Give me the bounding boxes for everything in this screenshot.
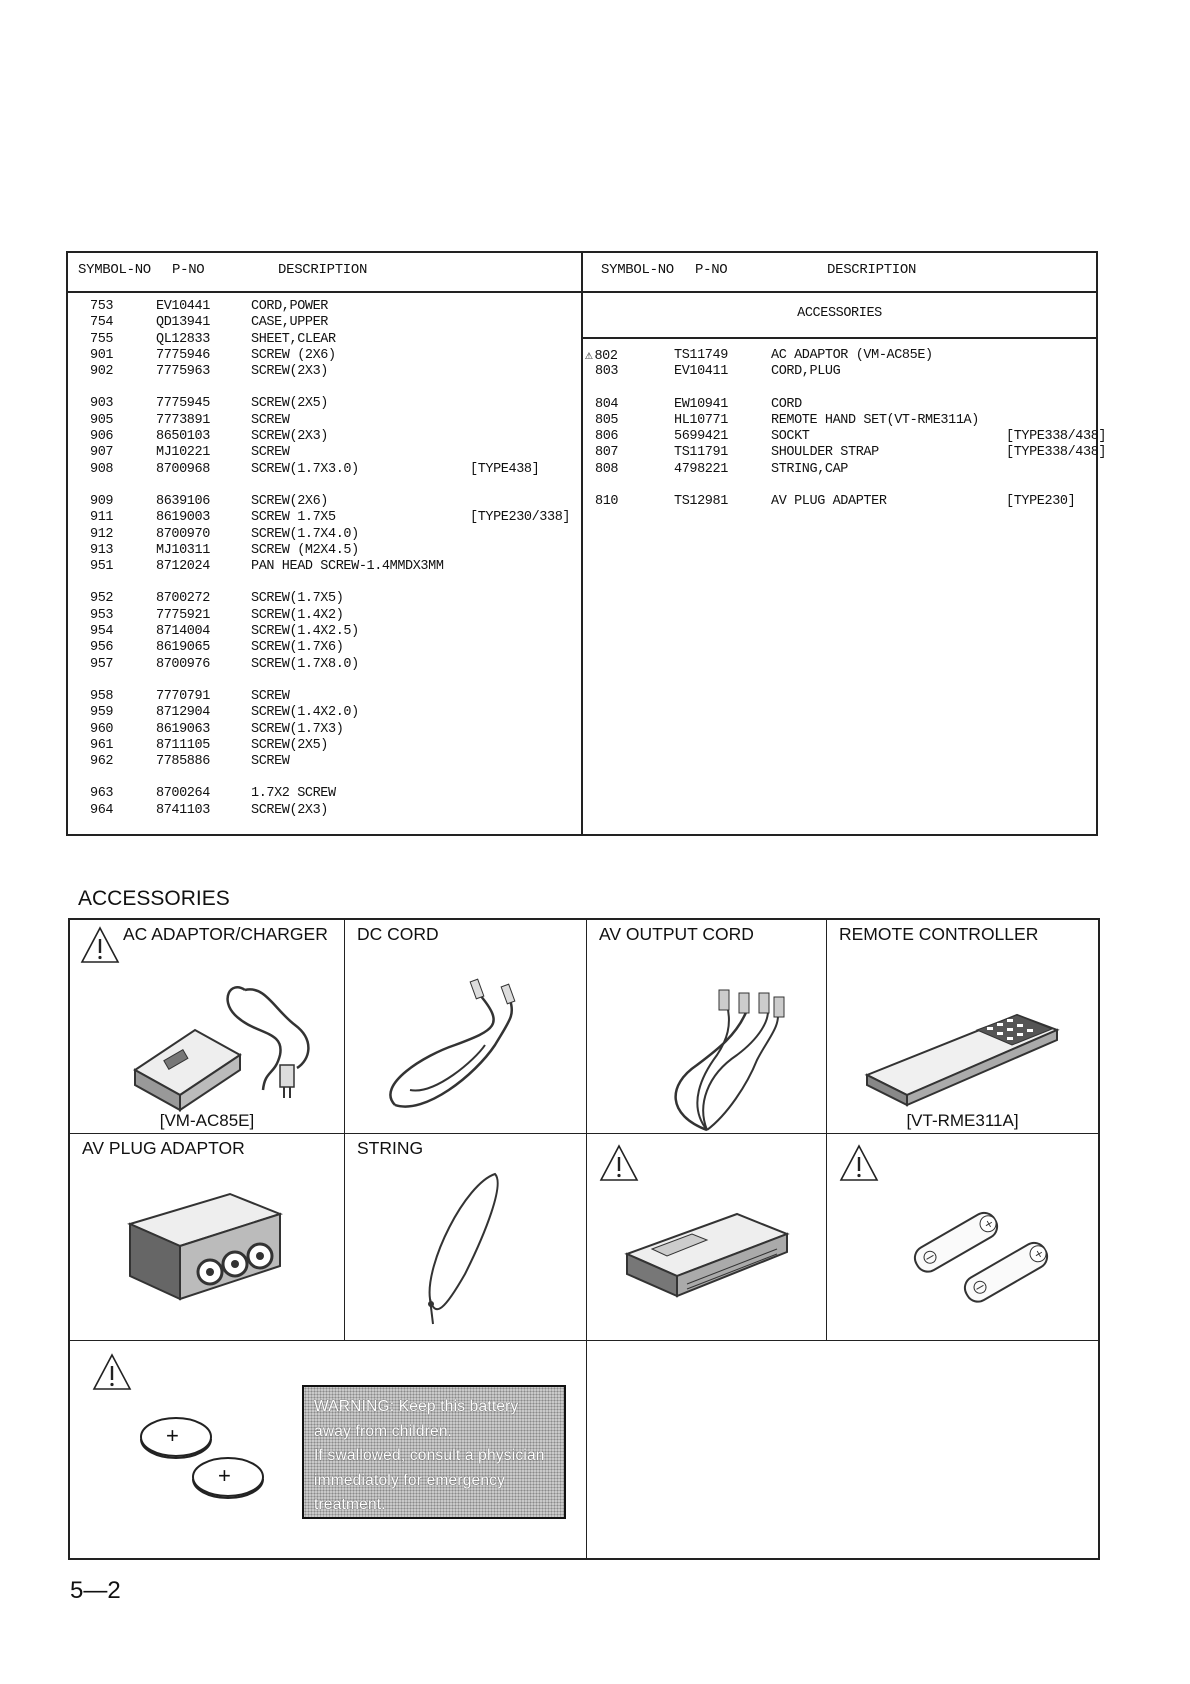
symbol-no-cell: 909: [90, 493, 114, 509]
av-output-cord-label: AV OUTPUT CORD: [599, 924, 754, 944]
symbol-no-cell: 951: [90, 559, 114, 575]
symbol-no-cell: 962: [90, 754, 114, 770]
parts-row: [583, 348, 1096, 364]
svg-text:+: +: [1031, 1245, 1047, 1262]
part-no-cell: EV10441: [156, 299, 210, 314]
part-no-cell: 4798221: [674, 461, 728, 477]
parts-row: [68, 543, 581, 559]
symbol-no-cell: 755: [90, 331, 114, 347]
symbol-no-cell: 808: [595, 461, 619, 477]
svg-text:+: +: [981, 1215, 997, 1232]
warning-triangle-icon: [599, 1144, 639, 1182]
description-cell: SCREW(1.4X2.0): [251, 705, 359, 721]
parts-row: [583, 462, 1096, 478]
ac-adaptor-illustration: [125, 970, 325, 1120]
part-no-cell: 8619065: [156, 640, 210, 656]
part-no-cell: TS12981: [674, 494, 728, 510]
parts-row: [583, 445, 1107, 461]
description-cell: CORD: [771, 396, 802, 412]
description-cell: SCREW(2X3): [251, 802, 329, 818]
part-no-cell: MJ10311: [156, 542, 210, 558]
part-no-cell: 8700970: [156, 526, 210, 542]
parts-row: [68, 462, 581, 478]
description-cell: SCREW(1.7X8.0): [251, 656, 359, 672]
description-cell: SCREW(1.7X5): [251, 591, 344, 607]
part-no-cell: 8714004: [156, 624, 210, 640]
description-cell: SHOULDER STRAP: [771, 445, 879, 461]
remote-controller-illustration: [857, 985, 1087, 1105]
parts-row: [68, 640, 581, 656]
cell-av-output-cord: [587, 920, 826, 1133]
symbol-no-cell: 911: [90, 510, 114, 526]
description-cell: SOCKT: [771, 429, 810, 445]
parts-row: [68, 786, 581, 802]
parts-row: [68, 754, 581, 770]
symbol-no-cell: 906: [90, 429, 114, 445]
dc-cord-illustration: [365, 965, 565, 1125]
part-no-cell: HL10771: [674, 412, 728, 428]
parts-row: [68, 591, 581, 607]
cell-dc-cord: [345, 920, 586, 1133]
description-cell: SCREW: [251, 754, 290, 770]
part-no-cell: EV10411: [674, 364, 728, 380]
symbol-no-cell: 954: [90, 624, 114, 640]
part-no-cell: 8619063: [156, 721, 210, 737]
part-no-cell: QL12833: [156, 331, 210, 347]
parts-row: [68, 510, 581, 526]
description-cell: SCREW 1.7X5: [251, 510, 336, 526]
symbol-no-cell: [585, 348, 618, 365]
part-no-cell: QD13941: [156, 315, 210, 331]
cell-battery-pack: [587, 1134, 826, 1340]
part-no-cell: 7775946: [156, 347, 210, 363]
cell-aa-batteries: [827, 1134, 1098, 1340]
description-cell: AV PLUG ADAPTER: [771, 494, 887, 510]
symbol-no-cell: 957: [90, 656, 114, 672]
symbol-no-cell: 810: [595, 494, 619, 510]
parts-row: [583, 429, 1107, 445]
description-cell: SCREW: [251, 688, 290, 704]
part-no-cell: 8741103: [156, 802, 210, 818]
description-cell: SCREW(2X5): [251, 737, 329, 753]
parts-row: [68, 624, 581, 640]
description-cell: CORD,POWER: [251, 299, 329, 314]
accessories-title: ACCESSORIES: [78, 887, 230, 910]
av-output-cord-illustration: [607, 965, 807, 1135]
warning-triangle-icon: [80, 926, 120, 964]
part-no-cell: 8619003: [156, 510, 210, 526]
part-no-cell: 7775963: [156, 364, 210, 380]
parts-row: [68, 608, 581, 624]
part-no-cell: 8700272: [156, 591, 210, 607]
parts-row: [583, 364, 1096, 380]
symbol-no-cell: 913: [90, 542, 114, 558]
parts-row: [68, 722, 581, 738]
header-symbol-no: SYMBOL-NO: [78, 262, 151, 278]
part-no-cell: 8700968: [156, 461, 210, 477]
remote-controller-label: REMOTE CONTROLLER: [839, 924, 1039, 944]
warning-line-2: If swallowed, consult a physician immediatoly for emergency treatment.: [314, 1447, 545, 1513]
string-label: STRING: [357, 1138, 424, 1158]
symbol-no-cell: 953: [90, 607, 114, 623]
symbol-no-cell: 959: [90, 705, 114, 721]
battery-pack-illustration: [617, 1194, 817, 1314]
symbol-no-cell: 753: [90, 299, 114, 314]
description-cell: SCREW(2X3): [251, 364, 329, 380]
symbol-no-text: 802: [594, 349, 618, 364]
coin-battery-plus: +: [218, 1463, 231, 1488]
symbol-no-cell: 804: [595, 396, 619, 412]
description-cell: CASE,UPPER: [251, 315, 329, 331]
description-cell: SCREW: [251, 412, 290, 428]
string-illustration: [405, 1164, 525, 1334]
part-no-cell: 8700976: [156, 656, 210, 672]
parts-row: [68, 348, 581, 364]
header-symbol-no: SYMBOL-NO: [601, 262, 674, 278]
description-cell: PAN HEAD SCREW-1.4MMDX3MM: [251, 559, 444, 575]
description-cell: REMOTE HAND SET(VT-RME311A): [771, 412, 979, 428]
header-description: DESCRIPTION: [827, 262, 917, 278]
description-cell: SCREW(1.7X6): [251, 640, 344, 656]
description-cell: SCREW(1.4X2): [251, 607, 344, 623]
parts-rows-left: [68, 299, 581, 819]
part-no-cell: 8712024: [156, 559, 210, 575]
type-note-cell: [TYPE338/438]: [1006, 429, 1107, 445]
parts-row: [68, 559, 581, 575]
part-no-cell: 7775945: [156, 396, 210, 412]
parts-row: [583, 413, 1096, 429]
ac-adaptor-label: AC ADAPTOR/CHARGER: [123, 924, 328, 944]
parts-row: [68, 332, 581, 348]
cell-remote-controller: [827, 920, 1098, 1133]
cell-av-plug-adaptor: [70, 1134, 344, 1340]
battery-warning-box: [302, 1385, 566, 1519]
warning-line-1: WARNING: Keep this battery away from children.: [314, 1398, 519, 1440]
description-cell: SCREW (M2X4.5): [251, 542, 359, 558]
parts-row: [68, 445, 581, 461]
parts-row: [68, 657, 581, 673]
warning-triangle-icon: [92, 1353, 132, 1391]
parts-rows-right: [583, 348, 1107, 510]
part-no-cell: 8712904: [156, 705, 210, 721]
symbol-no-cell: 754: [90, 315, 114, 331]
parts-row: [68, 527, 581, 543]
parts-row: [583, 397, 1096, 413]
parts-row: [68, 705, 581, 721]
parts-column-left: [68, 253, 581, 834]
symbol-no-cell: 907: [90, 445, 114, 461]
description-cell: SCREW(1.4X2.5): [251, 624, 359, 640]
symbol-no-cell: 912: [90, 526, 114, 542]
warning-triangle-icon: [839, 1144, 879, 1182]
symbol-no-cell: 807: [595, 445, 619, 461]
accessories-subheader: ACCESSORIES: [583, 291, 1096, 339]
symbol-no-cell: 908: [90, 461, 114, 477]
symbol-no-cell: 958: [90, 688, 114, 704]
parts-row: [68, 299, 581, 315]
parts-row: [68, 429, 581, 445]
description-cell: SCREW(1.7X4.0): [251, 526, 359, 542]
cell-ac-adaptor: [70, 920, 344, 1133]
part-no-cell: 8639106: [156, 493, 210, 509]
header-p-no: P-NO: [695, 262, 728, 278]
header-description: DESCRIPTION: [278, 262, 368, 278]
part-no-cell: 8700264: [156, 786, 210, 802]
parts-row: [68, 494, 581, 510]
description-cell: 1.7X2 SCREW: [251, 786, 336, 802]
symbol-no-cell: 956: [90, 640, 114, 656]
symbol-no-cell: 963: [90, 786, 114, 802]
accessories-grid: [68, 918, 1100, 1560]
av-plug-adaptor-label: AV PLUG ADAPTOR: [82, 1138, 245, 1158]
coin-battery-plus: +: [166, 1423, 179, 1448]
part-no-cell: 7785886: [156, 754, 210, 770]
type-note-cell: [TYPE230/338]: [470, 510, 571, 526]
parts-list-table: [66, 251, 1107, 836]
part-no-cell: 5699421: [674, 429, 728, 445]
type-note-cell: [TYPE438]: [470, 461, 540, 477]
remote-controller-model: [VT-RME311A]: [906, 1111, 1019, 1130]
part-no-cell: 7773891: [156, 412, 210, 428]
parts-row: [68, 364, 581, 380]
symbol-no-cell: 952: [90, 591, 114, 607]
parts-row: [68, 738, 581, 754]
symbol-no-cell: 901: [90, 347, 114, 363]
part-no-cell: TS11749: [674, 348, 728, 363]
symbol-no-cell: 961: [90, 737, 114, 753]
parts-row: [68, 803, 581, 819]
parts-row: [583, 494, 1096, 510]
description-cell: SCREW: [251, 445, 290, 461]
part-no-cell: TS11791: [674, 445, 728, 461]
part-no-cell: 7770791: [156, 688, 210, 704]
page-number: 5—2: [70, 1577, 121, 1604]
aa-batteries-illustration: [897, 1184, 1067, 1304]
parts-row: [68, 413, 581, 429]
description-cell: SHEET,CLEAR: [251, 331, 336, 347]
description-cell: SCREW(1.7X3): [251, 721, 344, 737]
type-note-cell: [TYPE230]: [1006, 494, 1076, 510]
description-cell: SCREW (2X6): [251, 347, 336, 363]
symbol-no-cell: 806: [595, 429, 619, 445]
symbol-no-cell: 964: [90, 802, 114, 818]
header-p-no: P-NO: [172, 262, 205, 278]
symbol-no-cell: 805: [595, 412, 619, 428]
symbol-no-cell: 960: [90, 721, 114, 737]
dc-cord-label: DC CORD: [357, 924, 439, 944]
description-cell: SCREW(1.7X3.0): [251, 461, 359, 477]
cell-string: [345, 1134, 586, 1340]
part-no-cell: 7775921: [156, 607, 210, 623]
ac-adaptor-model: [VM-AC85E]: [159, 1111, 255, 1130]
parts-row: [68, 315, 581, 331]
part-no-cell: EW10941: [674, 396, 728, 412]
description-cell: AC ADAPTOR (VM-AC85E): [771, 348, 933, 363]
warning-symbol-icon: ⚠: [585, 348, 593, 363]
symbol-no-cell: 905: [90, 412, 114, 428]
part-no-cell: MJ10221: [156, 445, 210, 461]
symbol-no-cell: 903: [90, 396, 114, 412]
description-cell: CORD,PLUG: [771, 364, 841, 380]
description-cell: STRING,CAP: [771, 461, 849, 477]
description-cell: SCREW(2X5): [251, 396, 329, 412]
parts-row: [68, 396, 581, 412]
cell-empty: [587, 1341, 1098, 1558]
part-no-cell: 8711105: [156, 737, 210, 753]
part-no-cell: 8650103: [156, 429, 210, 445]
av-plug-adaptor-illustration: [120, 1184, 320, 1314]
type-note-cell: [TYPE338/438]: [1006, 445, 1107, 461]
description-cell: SCREW(2X3): [251, 429, 329, 445]
parts-column-right: [583, 253, 1107, 834]
description-cell: SCREW(2X6): [251, 493, 329, 509]
symbol-no-cell: 902: [90, 364, 114, 380]
parts-row: [68, 689, 581, 705]
symbol-no-cell: 803: [595, 364, 619, 380]
